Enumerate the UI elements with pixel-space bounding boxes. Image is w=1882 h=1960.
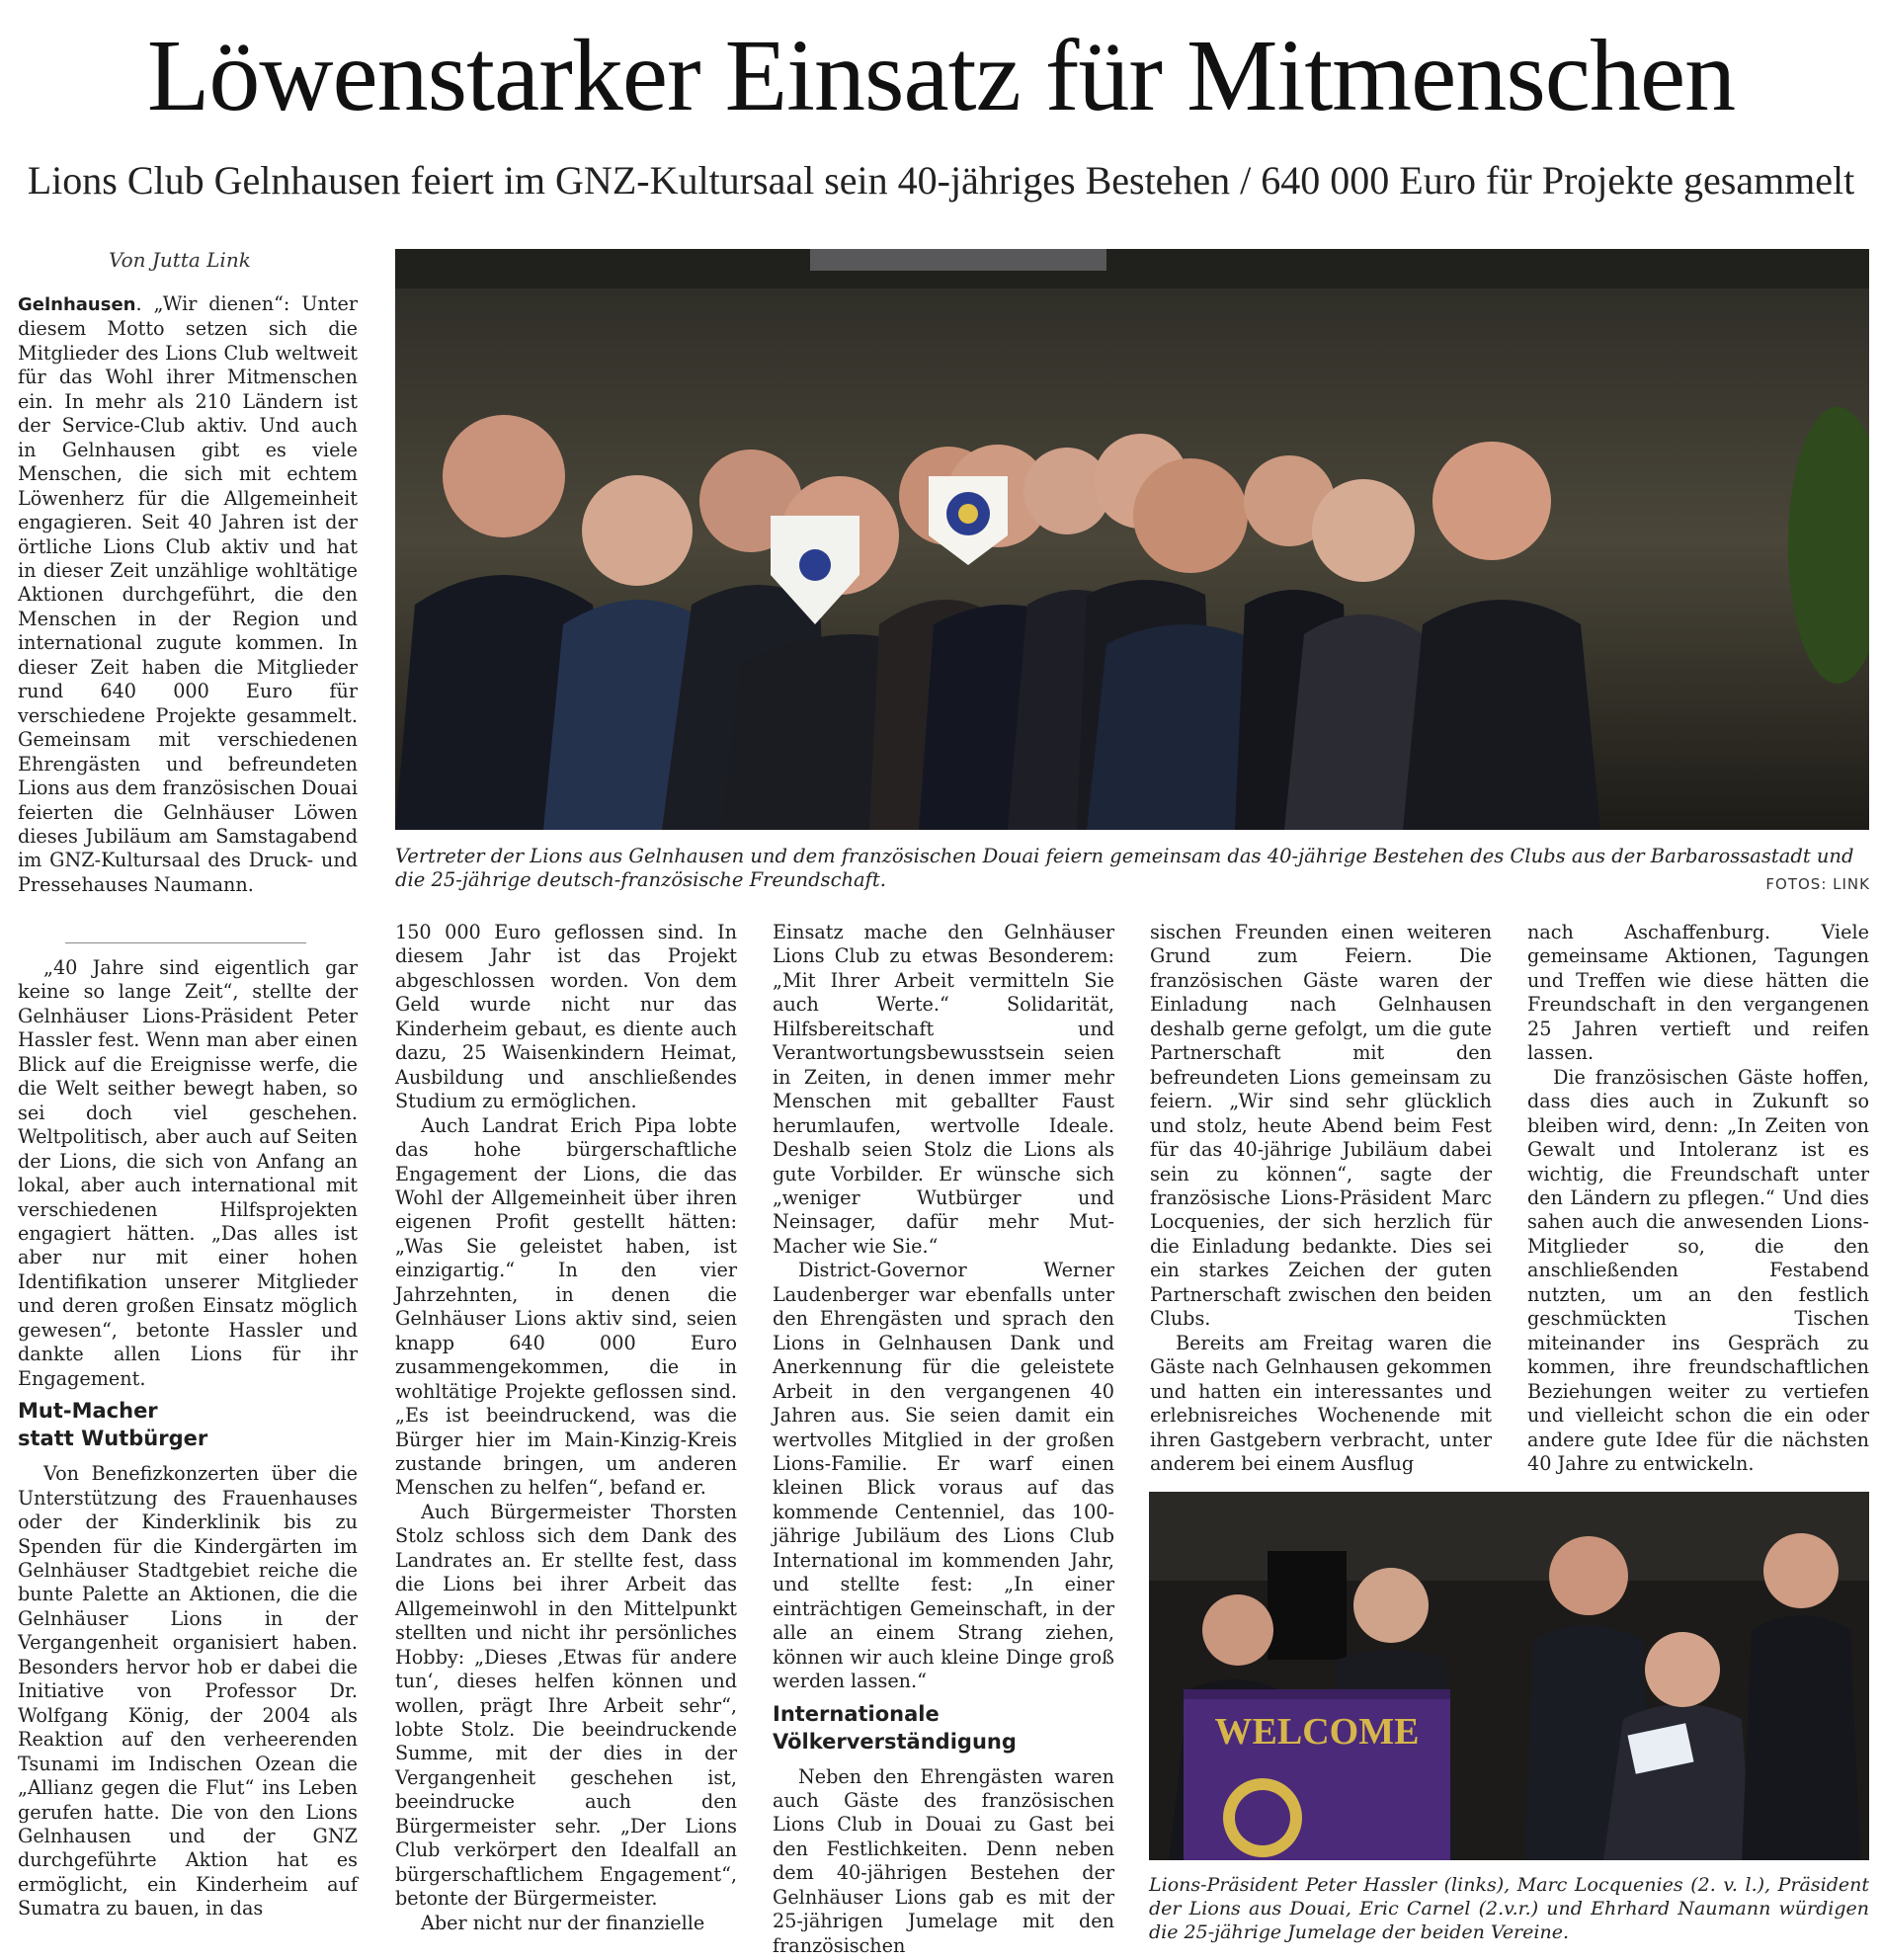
- subheading-mut-macher: [18, 1397, 358, 1452]
- paragraph: Aber nicht nur der finanzielle: [421, 1911, 705, 1934]
- second-photo-podium: [1149, 1492, 1869, 1860]
- paragraph: Von Benefizkonzerten über die Unterstützung des Frauenhauses oder der Kinderklinik bis zu Spenden für die Kindergärten im Gelnhäuser Stadtgebiet reiche die bunte Palette an Aktionen, die die Gelnhäuser Lions in der Vergangenheit organisiert haben. Besonders hervor hob er dabei die Initiative von Professor Dr. Wolfgang König, der 2004 als Reaktion auf den verheerenden Tsunami im Indischen Ozean die „Allianz gegen die Flut“ ins Leben gerufen hatte. Die von den Lions Gelnhausen und der GNZ durchgeführte Aktion hat es ermöglicht, ein Kinderheim auf Sumatra zu bauen, in das: [18, 1462, 358, 1920]
- second-photo-caption: Lions-Präsident Peter Hassler (links), Marc Locquenies (2. v. l.), Präsident der Lions aus Douai, Eric Carnel (2.v.r.) und Ehrhard Naumann würdigen die 25-jährige Jumelage der beiden Vereine.: [1149, 1874, 1869, 1943]
- article-column-1-lead: [18, 292, 358, 897]
- subheading-line: Internationale: [773, 1701, 940, 1726]
- subheading-line: Völkerverständigung: [773, 1729, 1017, 1754]
- paragraph: Neben den Ehrengästen waren auch Gäste des französischen Lions Club in Douai zu Gast bei den Festlichkeiten. Denn neben dem 40-jährigen Bestehen der Gelnhäuser Lions gab es mit der 25-jährigen Jumelage mit den französischen: [773, 1764, 1114, 1957]
- paragraph: District-Governor Werner Laudenberger war ebenfalls unter den Ehrengästen und sprach den Lions in Gelnhausen Dank und Anerkennung für die geleistete Arbeit in den vergangenen 40 Jahren aus. Sie seien damit ein wertvolles Mitglied in der großen Lions-Familie. Er warf einen kleinen Blick voraus auf das kommende Centenniel, das 100-jährige Jubiläum des Lions Club International im kommenden Jahr, und stellte fest: „In einer einträchtigen Gemeinschaft, in der alle an einem Strang ziehen, können wir auch kleine Dinge groß werden lassen.“: [773, 1259, 1114, 1693]
- subheading-line: statt Wutbürger: [18, 1427, 208, 1451]
- headline: Löwenstarker Einsatz für Mitmenschen: [146, 19, 1736, 132]
- main-photo-caption: Vertreter der Lions aus Gelnhausen und dem französischen Douai feiern gemeinsam das 40-jährige Bestehen des Clubs aus der Barbarossastadt und die 25-jährige deutsch-französische Freundschaft.: [395, 845, 1854, 891]
- paragraph: nach Aschaffenburg. Viele gemeinsame Aktionen, Tagungen und Treffen wie diese hätten die Freundschaft in den vergangenen 25 Jahren vertieft und reifen lassen.: [1527, 921, 1869, 1065]
- article-column-3: [773, 921, 1114, 1958]
- paragraph: Die französischen Gäste hoffen, dass dies auch in Zukunft so bleiben wird, denn: „In Zeiten von Gewalt und Intoleranz ist es wichtig, die Freundschaft unter den Ländern zu pflegen.“ Und dies sahen auch die anwesenden Lions-Mitglieder so, die den anschließenden Festabend nutzten, um an den festlich geschmückten Tischen miteinander ins Gespräch zu kommen, ihre freundschaftlichen Beziehungen weiter zu vertiefen und vielleicht schon die ein oder andere gute Idee für die nächsten 40 Jahre zu entwickeln.: [1527, 1065, 1869, 1475]
- dateline-city: Gelnhausen: [18, 294, 136, 315]
- subheading-line: Mut-Macher: [18, 1399, 158, 1424]
- article-column-1: [18, 956, 358, 1921]
- article-column-2: [395, 921, 737, 1935]
- podium-welcome-text: WELCOME: [1214, 1711, 1420, 1753]
- lead-paragraph: . „Wir dienen“: Unter diesem Motto setzen sich die Mitglieder des Lions Club weltweit für das Wohl ihrer Mitmenschen ein. In mehr als 210 Ländern ist der Service-Club aktiv. Und auch in Gelnhausen gibt es viele Menschen, die sich mit echtem Löwenherz für die Allgemeinheit engagieren. Seit 40 Jahren ist der örtliche Lions Club aktiv und hat in dieser Zeit unzählige wohltätige Aktionen durchgeführt, die den Menschen in der Region und international zugute kommen. In dieser Zeit haben die Mitglieder rund 640 000 Euro für verschiedene Projekte gesammelt. Gemeinsam mit verschiedenen Ehrengästen und befreundeten Lions aus dem französischen Douai feierten die Gelnhäuser Löwen dieses Jubiläum am Samstagabend im GNZ-Kultursaal des Druck- und Pressehauses Naumann.: [18, 292, 358, 896]
- paragraph: sischen Freunden einen weiteren Grund zum Feiern. Die französischen Gäste waren der Einladung nach Gelnhausen deshalb gerne gefolgt, um die gute Partnerschaft mit den befreundeten Lions gemeinsam zu feiern. „Wir sind sehr glücklich und stolz, heute Abend beim Fest für das 40-jährige Jubiläum dabei sein zu können“, sagte der französische Lions-Präsident Marc Locquenies, der sich herzlich für die Einladung bedankte. Dies sei ein starkes Zeichen der guten Partnerschaft zwischen den beiden Clubs.: [1150, 921, 1492, 1331]
- paragraph: Bereits am Freitag waren die Gäste nach Gelnhausen gekommen und hatten ein interessantes und erlebnisreiches Wochenende mit ihren Gastgebern verbracht, unter anderem bei einem Ausflug: [1150, 1331, 1492, 1475]
- byline: Von Jutta Link: [109, 248, 251, 272]
- photo-credit: FOTOS: LINK: [1765, 875, 1870, 893]
- paragraph: Auch Landrat Erich Pipa lobte das hohe bürgerschaftliche Engagement der Lions, die das Wohl der Allgemeinheit über ihren eigenen Profit gestellt hätten: „Was Sie geleistet haben, ist einzigartig.“ In den vier Jahrzehnten, in denen die Gelnhäuser Lions aktiv sind, seien knapp 640 000 Euro zusammengekommen, die in wohltätige Projekte geflossen sind. „Es ist beeindruckend, was die Bürger hier im Main-Kinzig-Kreis zustande bringen, um anderen Menschen zu helfen“, befand er.: [395, 1113, 737, 1500]
- column-divider-rule: [65, 942, 306, 943]
- main-photo-group-of-lions-members: [395, 249, 1869, 830]
- article-column-5: [1527, 921, 1869, 1476]
- subheading-voelkerverstaendigung: [773, 1700, 1114, 1756]
- paragraph: Einsatz mache den Gelnhäuser Lions Club zu etwas Besonderem: „Mit Ihrer Arbeit vermitteln Sie auch Werte.“ Solidarität, Hilfsbereitschaft und Verantwortungsbewusstsein seien in Zeiten, in denen immer mehr Menschen mit geballter Faust herumlaufen, wertvolle Ideale. Deshalb seien Stolz die Lions als gute Vorbilder. Er wünsche sich „weniger Wutbürger und Neinsager, dafür mehr Mut-Macher wie Sie.“: [773, 921, 1114, 1258]
- subheadline: Lions Club Gelnhausen feiert im GNZ-Kultursaal sein 40-jähriges Bestehen / 640 000 Euro für Projekte gesammelt: [27, 158, 1855, 203]
- paragraph: 150 000 Euro geflossen sind. In diesem Jahr ist das Projekt abgeschlossen worden. Von dem Geld wurde nicht nur das Kinderheim gebaut, es diente auch dazu, 25 Waisenkindern Heimat, Ausbildung und anschließendes Studium zu ermöglichen.: [395, 921, 737, 1113]
- paragraph: Auch Bürgermeister Thorsten Stolz schloss sich dem Dank des Landrates an. Er stellte fest, dass die Lions bei ihrer Arbeit das Allgemeinwohl in den Mittelpunkt stellten und nicht ihr persönliches Hobby: „Dieses ‚Etwas für andere tun‘, dieses helfen können und wollen, prägt Ihre Arbeit sehr“, lobte Stolz. Die beeindruckende Summe, mit der dies in der Vergangenheit geschehen ist, beeindrucke auch den Bürgermeister sehr. „Der Lions Club verkörpert den Idealfall an bürgerschaftlichem Engagement“, betonte der Bürgermeister.: [395, 1500, 737, 1911]
- paragraph: „40 Jahre sind eigentlich gar keine so lange Zeit“, stellte der Gelnhäuser Lions-Präsident Peter Hassler fest. Wenn man aber einen Blick auf die Ereignisse werfe, die die Welt seither bewegt haben, so sei doch viel geschehen. Weltpolitisch, aber auch auf Seiten der Lions, die sich von Anfang an lokal, aber auch international mit verschiedenen Hilfsprojekten engagiert hätten. „Das alles ist aber nur mit einer hohen Identifikation unserer Mitglieder und deren großen Einsatz möglich gewesen“, betonte Hassler und dankte allen Lions für ihr Engagement.: [18, 956, 358, 1390]
- article-column-4: [1150, 921, 1492, 1476]
